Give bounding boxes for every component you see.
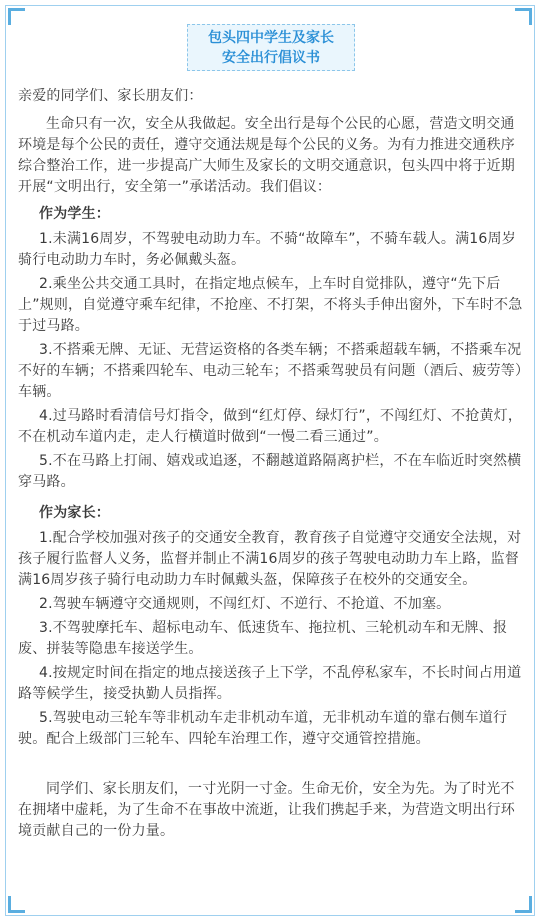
title-line-2: 安全出行倡议书 bbox=[222, 50, 320, 66]
student-item-5: 5.不在马路上打闹、嬉戏或追逐，不翻越道路隔离护栏，不在车临近时突然横穿马路。 bbox=[18, 453, 522, 490]
greeting: 亲爱的同学们、家长朋友们： bbox=[18, 88, 203, 104]
title-box bbox=[187, 24, 355, 71]
paragraph-spacer bbox=[18, 753, 526, 779]
students-heading: 作为学生： bbox=[39, 206, 110, 222]
corner-ornament-top-right bbox=[515, 8, 532, 25]
title-line-1: 包头四中学生及家长 bbox=[208, 30, 334, 46]
parent-item-2: 2.驾驶车辆遵守交通规则，不闯红灯、不逆行、不抢道、不加塞。 bbox=[39, 596, 451, 612]
corner-ornament-top-left bbox=[8, 8, 25, 25]
document-body bbox=[18, 86, 526, 842]
parent-item-1: 1.配合学校加强对孩子的交通安全教育，教育孩子自觉遵守交通安全法规，对孩子履行监督人义务，监督并制止不满16周岁的孩子驾驶电动助力车上路，监督满16周岁孩子骑行电动助力车时佩戴头盔，保障孩子在校外的交通安全。 bbox=[18, 530, 522, 588]
parent-item-4: 4.按规定时间在指定的地点接送孩子上下学，不乱停私家车，不长时间占用道路等候学生，接受执勤人员指挥。 bbox=[18, 665, 522, 702]
intro-paragraph: 生命只有一次，安全从我做起。安全出行是每个公民的心愿，营造文明交通环境是每个公民的责任，遵守交通法规是每个公民的义务。为有力推进交通秩序综合整治工作，进一步提高广大师生及家长的文明交通意识，包头四中将于近期开展“文明出行，安全第一”承诺活动。我们倡议： bbox=[18, 116, 515, 195]
parents-heading: 作为家长： bbox=[39, 505, 110, 521]
student-item-1: 1.未满16周岁，不驾驶电动助力车。不骑“故障车”，不骑车载人。满16周岁骑行电动助力车时，务必佩戴头盔。 bbox=[18, 231, 516, 268]
parent-item-5: 5.驾驶电动三轮车等非机动车走非机动车道，无非机动车道的靠右侧车道行驶。配合上级部门三轮车、四轮车治理工作，遵守交通管控措施。 bbox=[18, 710, 508, 747]
student-item-2: 2.乘坐公共交通工具时，在指定地点候车，上车时自觉排队，遵守“先下后上”规则，自觉遵守乘车纪律，不抢座、不打架，不将头手伸出窗外，下车时不急于过马路。 bbox=[18, 276, 523, 334]
corner-ornament-bottom-right bbox=[515, 896, 532, 913]
student-item-4: 4.过马路时看清信号灯指令，做到“红灯停、绿灯行”，不闯红灯、不抢黄灯，不在机动车道内走，走人行横道时做到“一慢二看三通过”。 bbox=[18, 408, 523, 445]
parent-item-3: 3.不驾驶摩托车、超标电动车、低速货车、拖拉机、三轮机动车和无牌、报废、拼装等隐患车接送学生。 bbox=[18, 620, 508, 657]
student-item-3: 3.不搭乘无牌、无证、无营运资格的各类车辆；不搭乘超载车辆，不搭乘车况不好的车辆；不搭乘四轮车、电动三轮车；不搭乘驾驶员有问题（酒后、疲劳等）车辆。 bbox=[18, 342, 523, 400]
corner-ornament-bottom-left bbox=[8, 896, 25, 913]
closing-paragraph: 同学们、家长朋友们，一寸光阴一寸金。生命无价，安全为先。为了时光不在拥堵中虚耗，为了生命不在事故中流逝，让我们携起手来，为营造文明出行环境贡献自己的一份力量。 bbox=[18, 781, 515, 839]
